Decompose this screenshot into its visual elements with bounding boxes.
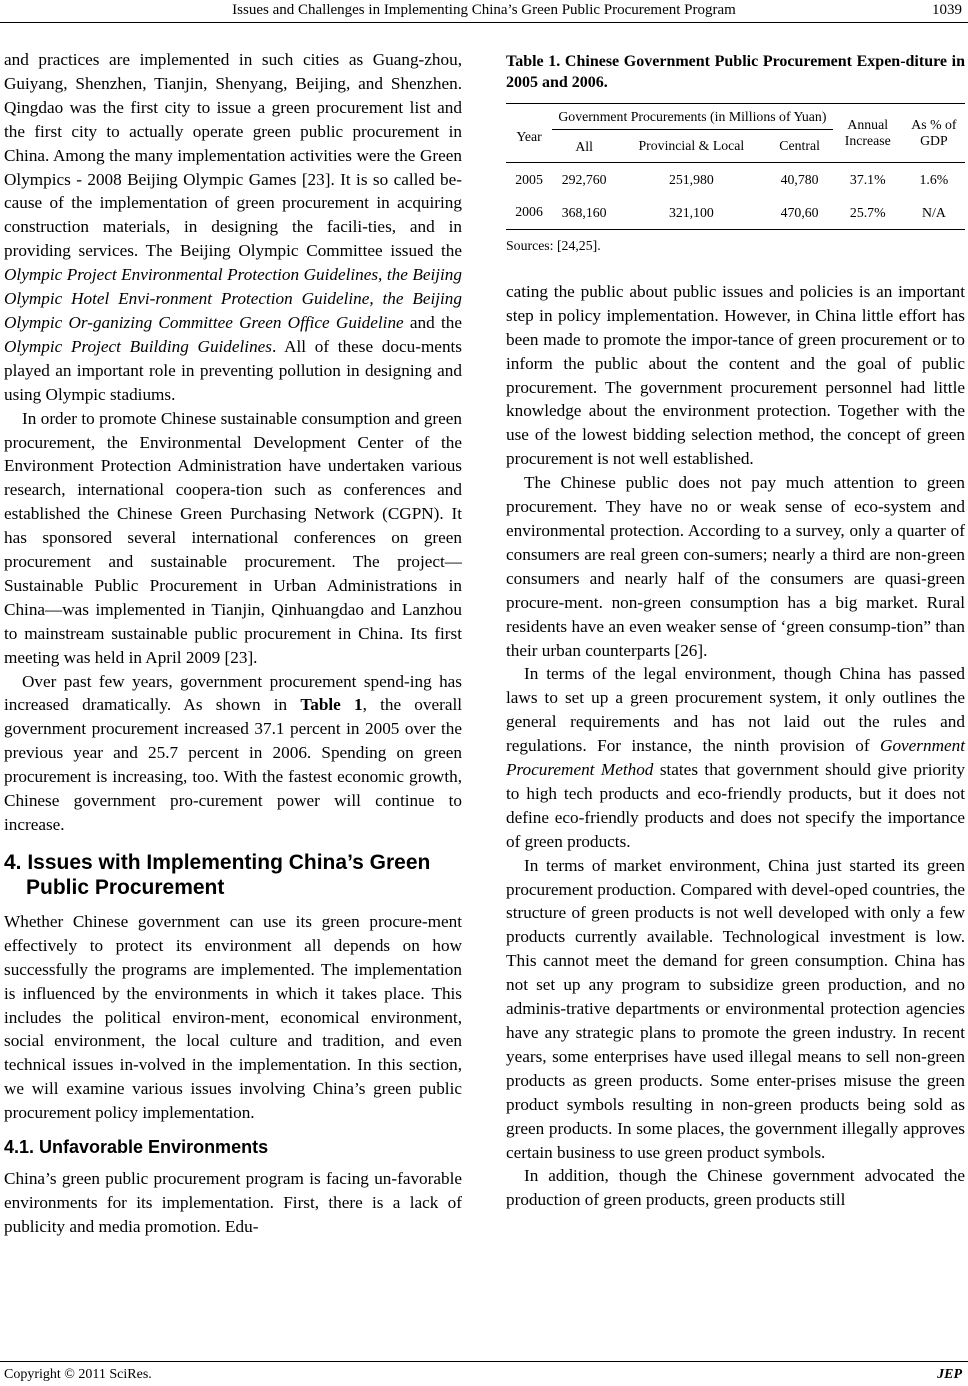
table-caption: Table 1. Chinese Government Public Procurement Expen-diture in 2005 and 2006. bbox=[506, 53, 965, 91]
procurement-table bbox=[506, 103, 965, 230]
paragraph-market-environment: In terms of market environment, China just started its green procurement production. Compared with devel-oped countries, the structure of green products is not well developed with only a few products currently available. Technological investment is low. This cannot meet the demand for green consumption. China has not set up any program to subsidize green production, and no adminis-trative departments or environmental protection agencies have any strategic plans to promote the green industry. In recent years, some enterprises have used illegal means to sell non-green products as green products. Some enter-prises misuse the green product symbols resulting in non-green products being sold as green products. In some places, the government illegally approves certain business to use green product symbols. bbox=[506, 855, 965, 1162]
col-all: All bbox=[575, 139, 593, 154]
col-central: Central bbox=[779, 138, 820, 153]
table-reference-link[interactable]: Table 1 bbox=[300, 695, 363, 715]
page-footer bbox=[0, 1361, 968, 1385]
col-gdp-share: As % of GDP bbox=[911, 117, 957, 148]
running-title: Issues and Challenges in Implementing China’s Green Public Procurement Program bbox=[232, 2, 736, 18]
running-header bbox=[0, 0, 968, 24]
page-number: 1039 bbox=[932, 2, 962, 18]
section-heading: 4. Issues with Implementing China’s Green Public Procurement bbox=[4, 850, 431, 899]
col-year: Year bbox=[516, 129, 542, 144]
paragraph-section-intro: Whether Chinese government can use its green procure-ment effectively to protect its environment all depends on how successfully the programs are implemented. The implementation is influenced by the environments in which it takes place. This includes the political environ-ment, economical environment, social environment, the local culture and tradition, and even technical issues in-volved in the implementation. In this section, we will examine various issues involving China’s green public procurement policy implementation. bbox=[4, 911, 462, 1123]
table-sources: Sources: [24,25]. bbox=[506, 238, 601, 253]
paragraph-unfavorable: China’s green public procurement program is facing un-favorable environments for its implementation. First, there is a lack of publicity and media promotion. Edu- bbox=[4, 1169, 462, 1236]
journal-abbrev: JEP bbox=[937, 1367, 962, 1382]
left-column bbox=[4, 48, 462, 1239]
paragraph-cgpn: In order to promote Chinese sustainable consumption and green procurement, the Environmental Development Center of the Environment Protection Administration have undertaken various research, international coopera-tion such as conferences and established the Chinese Green Purchasing Network (CGPN). It has sponsored several international conferences on green procurement and sustainable procurement. The project—Sustainable Public Procurement in Urban Administrations in China—was implemented in Tianjin, Qinhuangdao and Lanzhou to mainstream sustainable public procurement in China. Its first meeting was held in April 2009 [23]. bbox=[4, 408, 462, 667]
col-group-procurements: Government Procurements (in Millions of Yuan) bbox=[552, 104, 833, 130]
table-row: 2005 292,760 251,980 40,780 37.1% 1.6% bbox=[515, 171, 949, 187]
paragraph-legal-environment: In terms of the legal environment, though China has passed laws to set up a green procurement system, it only outlines the general requirements and has not laid out the rules and regulations. For instance, the ninth provision of Government Procurement Method states that government should give priority to high tech products and eco-friendly products, but it does not define eco-friendly products and does not specify the importance of green products. bbox=[506, 664, 965, 851]
footer-rule bbox=[0, 1361, 968, 1362]
copyright-notice: Copyright © 2011 SciRes. bbox=[4, 1367, 152, 1382]
right-column bbox=[506, 48, 965, 1212]
paragraph-green-products: In addition, though the Chinese government advocated the production of green products, green products still bbox=[506, 1166, 965, 1210]
paragraph-spending: Over past few years, government procurement spend-ing has increased dramatically. As shown in Table 1, the overall government procurement increased 37.1 percent in 2005 over the previous year and 25.7 percent in 2006. Spending on green procurement is increasing, too. With the fastest economic growth, Chinese government pro-curement power will continue to increase. bbox=[4, 671, 462, 834]
paragraph-publicity: cating the public about public issues and policies is an important step in policy implementation. However, in China little effort has been made to promote the impor-tance of green procurement or to inform the public about the content and the goal of public procurement. The government procurement personnel had little knowledge about the environment protection. Together with the use of the lowest bidding selection method, the concept of green procurement is not well established. bbox=[506, 281, 965, 469]
paragraph-olympics: and practices are implemented in such cities as Guang-zhou, Guiyang, Shenzhen, Tianjin, Shenyang, Beijing, and Shenzhen. Qingdao was the first city to issue a green procurement list and the first city to actually operate green public procurement in China. Among the many implementation activities were the Green Olympics - 2008 Beijing Olympic Games [23]. It is so called be-cause of the implementation of green procurement in acquiring construction materials, in designing the facili-ties, and in providing services. The Beijing Olympic Committee issued the Olympic Project Environmental Protection Guidelines, the Beijing Olympic Hotel Envi-ronment Protection Guideline, the Beijing Olympic Or-ganizing Committee Green Office Guideline and the Olympic Project Building Guidelines. All of these docu-ments played an important role in preventing pollution in designing and using Olympic stadiums. bbox=[4, 50, 462, 404]
subsection-heading: 4.1. Unfavorable Environments bbox=[4, 1137, 269, 1158]
paragraph-public-attention: The Chinese public does not pay much attention to green procurement. They have no or weak sense of eco-system and environmental protection. According to a survey, only a quarter of consumers are real green con-sumers; nearly a third are non-green consumers and nearly half of the consumers are quasi-green procure-ment. non-green consumption has a big market. Rural residents have an even weaker sense of ‘green consump-tion” than their urban counterparts [26]. bbox=[506, 473, 965, 660]
col-provincial-local: Provincial & Local bbox=[638, 138, 745, 153]
table-row: 2006 368,160 321,100 470,60 25.7% N/A bbox=[506, 196, 965, 230]
header-rule bbox=[0, 22, 968, 23]
col-annual-increase: Annual Increase bbox=[844, 117, 891, 148]
